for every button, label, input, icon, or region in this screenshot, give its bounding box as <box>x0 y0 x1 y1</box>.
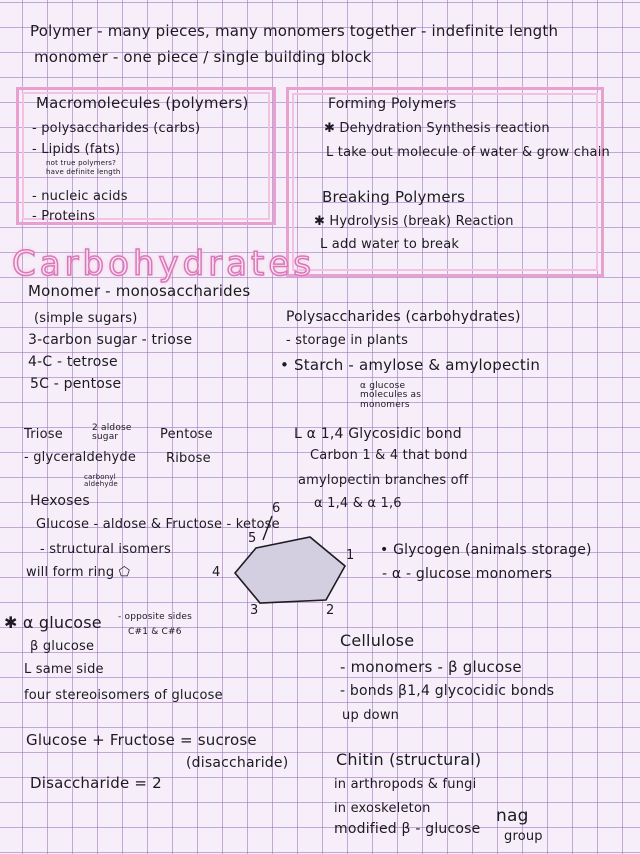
simple-sugars: (simple sugars) <box>34 311 138 326</box>
amylopectin: amylopectin branches off <box>298 473 469 488</box>
nag-label: nag <box>496 806 529 826</box>
glyceraldehyde: - glyceraldehyde <box>24 450 137 465</box>
starch: • Starch - amylose & amylopectin <box>280 356 541 374</box>
alpha-1-6: α 1,4 & α 1,6 <box>314 496 402 511</box>
chitin-line-2: in exoskeleton <box>334 801 431 816</box>
chitin-line-3: modified β - glucose <box>334 821 481 837</box>
storage-plants: - storage in plants <box>286 333 409 348</box>
alpha-glucose-molecules: α glucose molecules as monomers <box>360 381 422 410</box>
alpha-glucose: ✱ α glucose <box>4 613 102 632</box>
hexoses-label: Hexoses <box>30 493 90 509</box>
macro-item-polysaccharides: - polysaccharides (carbs) <box>32 121 201 136</box>
chitin-title: Chitin (structural) <box>336 750 482 769</box>
glucose-fructose: Glucose - aldose & Fructose - ketose <box>36 517 280 532</box>
monomer-definition: monomer - one piece / single building block <box>34 48 372 66</box>
disaccharide-def: Disaccharide = 2 <box>30 774 162 792</box>
carbohydrates-title: Carbohydrates <box>12 244 315 284</box>
glycosidic-bond: L α 1,4 Glycosidic bond <box>294 426 462 442</box>
pentose-label: Pentose <box>160 427 213 442</box>
ring-label-2: 2 <box>326 603 335 618</box>
beta-glucose: β glucose <box>30 639 95 654</box>
ring-note: will form ring ⬠ <box>26 565 131 580</box>
glucose-ring-shape <box>235 537 345 603</box>
cellulose-monomers: - monomers - β glucose <box>340 658 522 676</box>
group-label: group <box>504 829 543 844</box>
glycogen-monomers: - α - glucose monomers <box>382 566 553 582</box>
macro-item-lipids: - Lipids (fats) <box>32 142 121 157</box>
ring-label-4: 4 <box>212 565 221 580</box>
dehydration-note: L take out molecule of water & grow chain <box>326 145 610 160</box>
glycogen: • Glycogen (animals storage) <box>380 542 592 558</box>
polysaccharides-title: Polysaccharides (carbohydrates) <box>286 309 521 325</box>
ring-label-1: 1 <box>346 548 355 563</box>
ring-label-6: 6 <box>272 501 281 516</box>
polymer-definition: Polymer - many pieces, many monomers together - indefinite length <box>30 22 559 40</box>
structural-isomers: - structural isomers <box>40 542 171 557</box>
four-stereoisomers: four stereoisomers of glucose <box>24 688 223 703</box>
cellulose-title: Cellulose <box>340 631 415 650</box>
triose-def: 3-carbon sugar - triose <box>28 332 193 348</box>
sucrose-equation: Glucose + Fructose = sucrose <box>26 731 257 749</box>
ring-label-5: 5 <box>248 531 257 546</box>
macromolecules-title: Macromolecules (polymers) <box>36 94 249 112</box>
breaking-title: Breaking Polymers <box>322 188 466 206</box>
disaccharide-paren: (disaccharide) <box>186 755 289 771</box>
pentose-def: 5C - pentose <box>30 376 122 392</box>
hydrolysis-note: L add water to break <box>320 237 460 252</box>
ring-label-3: 3 <box>250 603 259 618</box>
cellulose-bonds: - bonds β1,4 glycocidic bonds <box>340 683 555 699</box>
lipid-note-2: have definite length <box>46 168 121 176</box>
lipid-note-1: not true polymers? <box>46 159 117 167</box>
tetrose-def: 4-C - tetrose <box>28 354 118 370</box>
dehydration-reaction: ✱ Dehydration Synthesis reaction <box>324 121 550 136</box>
carb-monomer: Monomer - monosaccharides <box>28 282 251 300</box>
chitin-line-1: in arthropods & fungi <box>334 777 477 792</box>
macro-item-proteins: - Proteins <box>32 209 96 224</box>
triose-label: Triose <box>24 427 63 442</box>
c6-bond-line <box>263 516 272 540</box>
cellulose-updown: up down <box>342 708 400 723</box>
same-side: L same side <box>24 662 104 677</box>
hydrolysis-reaction: ✱ Hydrolysis (break) Reaction <box>314 214 514 229</box>
aldose-sugar-note: 2 aldose sugar <box>92 423 132 443</box>
ribose-label: Ribose <box>166 451 211 466</box>
macro-item-nucleic-acids: - nucleic acids <box>32 189 128 204</box>
forming-title: Forming Polymers <box>328 96 457 112</box>
c1-c6-note: C#1 & C#6 <box>128 627 182 637</box>
carbonyl-note: carbonyl aldehyde <box>84 473 118 489</box>
carbon-note: Carbon 1 & 4 that bond <box>310 448 468 463</box>
opposite-sides: - opposite sides <box>118 612 192 622</box>
